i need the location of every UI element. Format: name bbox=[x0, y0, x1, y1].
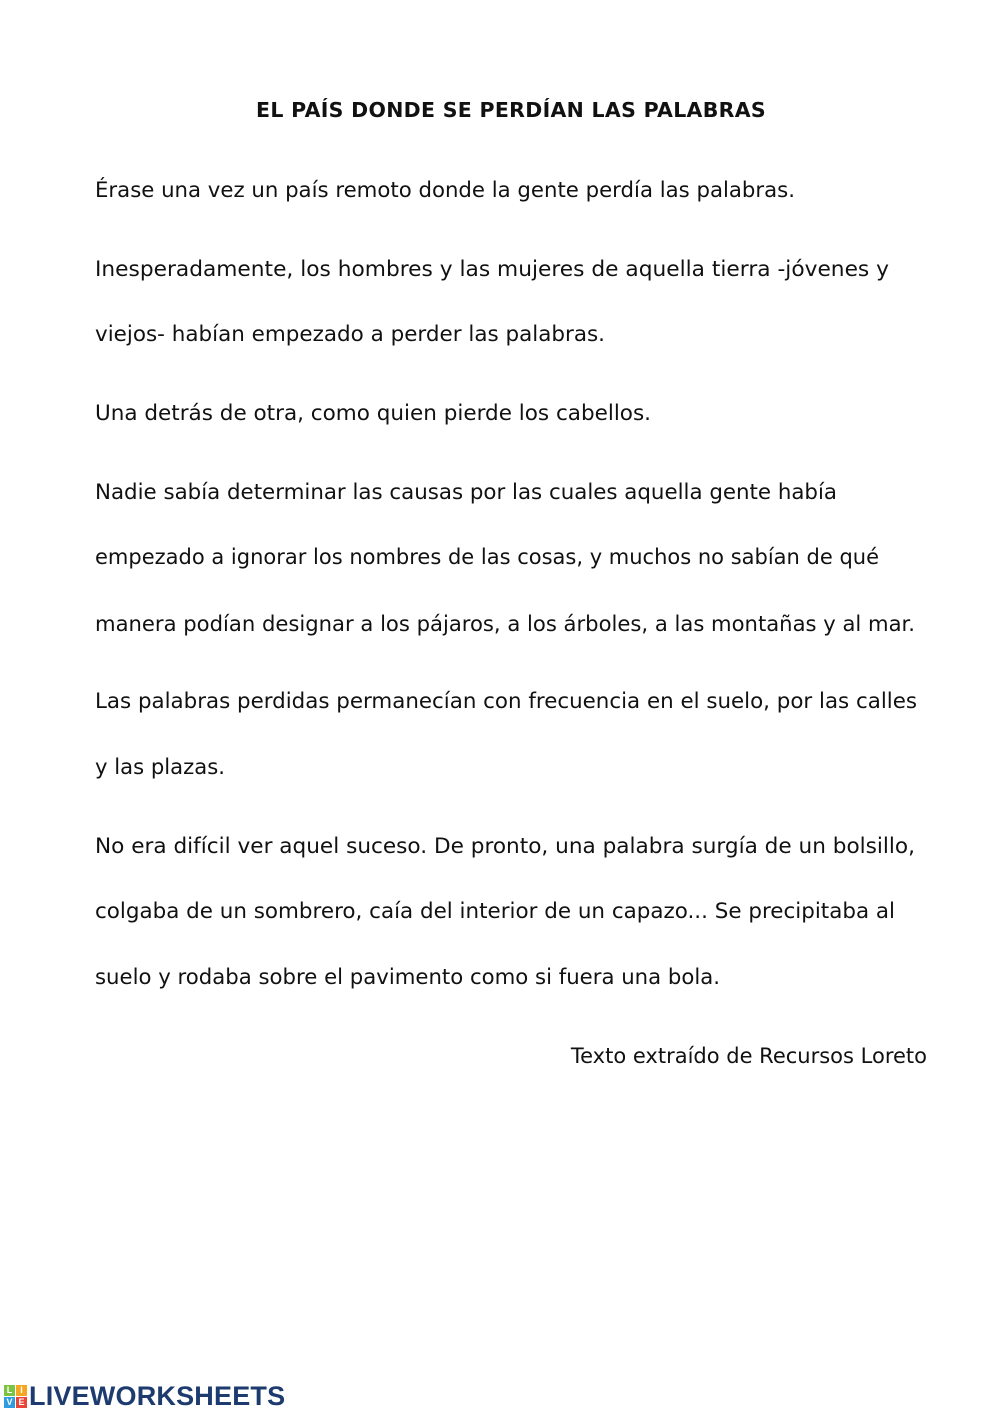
logo-letter-l: L bbox=[4, 1385, 15, 1396]
text-line: Una detrás de otra, como quien pierde los cabellos. bbox=[95, 401, 651, 425]
text-line: Las palabras perdidas permanecían con frecuencia en el suelo, por las calles bbox=[95, 689, 917, 713]
text-line: viejos- habían empezado a perder las palabras. bbox=[95, 322, 605, 346]
brand-name: LIVEWORKSHEETS bbox=[29, 1381, 286, 1411]
live-logo-icon bbox=[4, 1385, 27, 1408]
text-line: No era difícil ver aquel suceso. De pronto, una palabra surgía de un bolsillo, bbox=[95, 834, 915, 858]
logo-letter-e: E bbox=[16, 1397, 27, 1408]
text-line: Inesperadamente, los hombres y las mujeres de aquella tierra -jóvenes y bbox=[95, 257, 889, 281]
text-line: Érase una vez un país remoto donde la gente perdía las palabras. bbox=[95, 178, 795, 202]
logo-letter-i: I bbox=[16, 1385, 27, 1396]
text-line: suelo y rodaba sobre el pavimento como si fuera una bola. bbox=[95, 965, 720, 989]
source-credit: Texto extraído de Recursos Loreto bbox=[570, 1044, 927, 1068]
text-line: manera podían designar a los pájaros, a los árboles, a las montañas y al mar. bbox=[95, 612, 915, 636]
text-line: y las plazas. bbox=[95, 755, 225, 779]
document-title: EL PAÍS DONDE SE PERDÍAN LAS PALABRAS bbox=[256, 98, 766, 122]
text-line: Nadie sabía determinar las causas por las cuales aquella gente había bbox=[95, 480, 838, 504]
text-line: colgaba de un sombrero, caía del interior de un capazo... Se precipitaba al bbox=[95, 899, 895, 923]
liveworksheets-footer bbox=[4, 1381, 285, 1412]
logo-letter-v: V bbox=[4, 1397, 15, 1408]
text-line: empezado a ignorar los nombres de las cosas, y muchos no sabían de qué bbox=[95, 545, 879, 569]
